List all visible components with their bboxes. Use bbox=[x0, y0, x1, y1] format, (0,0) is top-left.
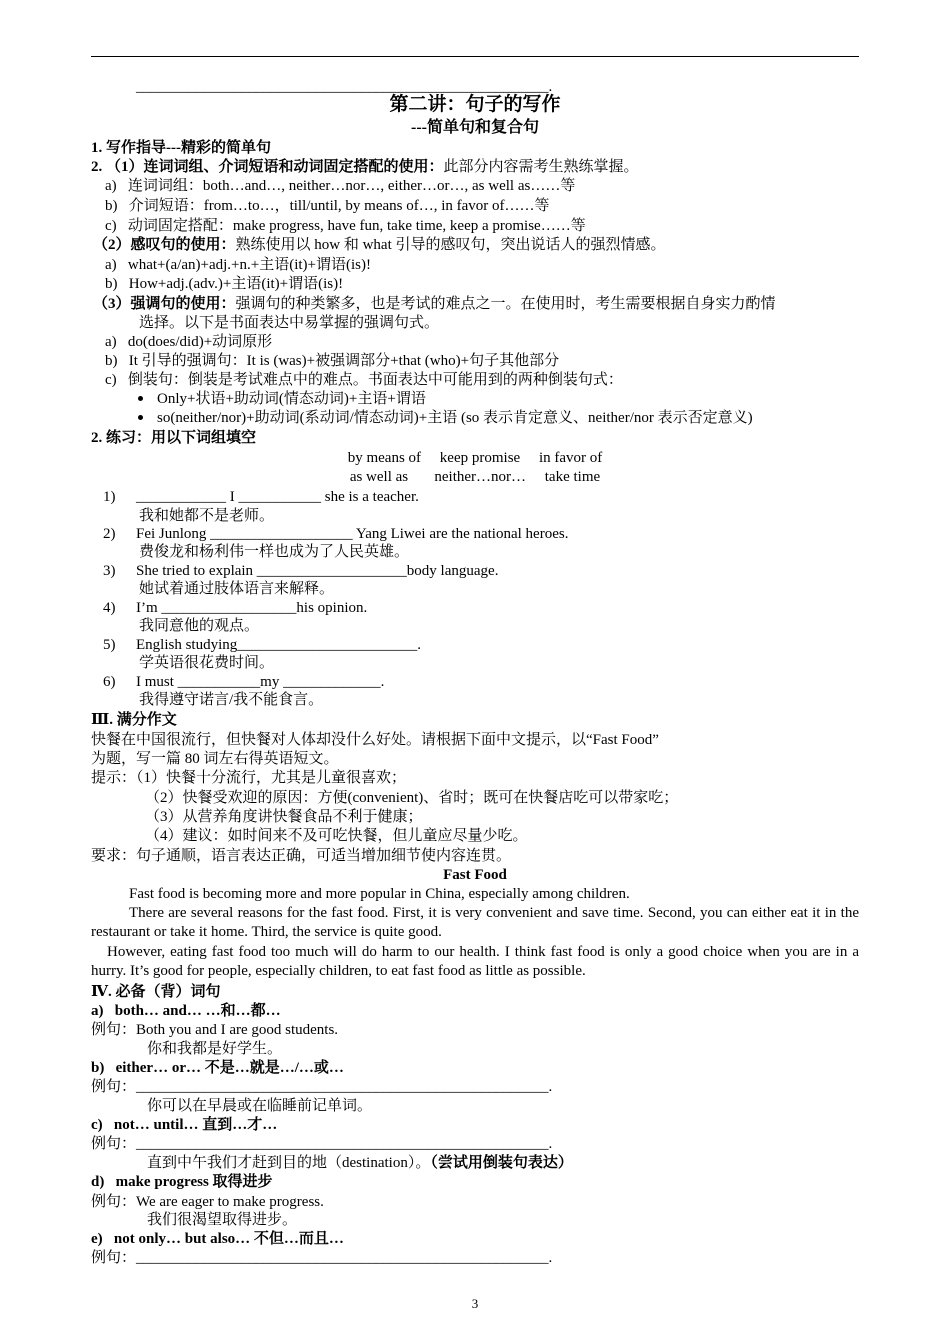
list-item: c) 动词固定搭配：make progress, have fun, take time, keep a promise……等 bbox=[105, 218, 586, 234]
exercise-sentence: ____________ I ___________ she is a teacher. bbox=[136, 489, 419, 505]
vocab-example: 例句：Both you and I are good students. bbox=[91, 1022, 339, 1038]
essay-prompt: 快餐在中国很流行，但快餐对人体却没什么好处。请根据下面中文提示，以“Fast Food” bbox=[91, 732, 659, 748]
vocab-translation: 直到中午我们才赶到目的地（destination）。（尝试用倒装句表达） bbox=[147, 1155, 573, 1171]
page-number: 3 bbox=[471, 1296, 479, 1311]
exercise-translation: 我得遵守诺言/我不能食言。 bbox=[139, 692, 324, 708]
essay-requirement: 要求：句子通顺，语言表达正确，可适当增加细节使内容连贯。 bbox=[91, 848, 512, 864]
bullet-item: Only+状语+助动词(情态动词)+主语+谓语 bbox=[157, 391, 426, 407]
page-title: 第二讲：句子的写作 bbox=[389, 94, 561, 115]
word-box-row: as well as neither…nor… take time bbox=[349, 469, 601, 485]
bullet-icon bbox=[138, 396, 143, 401]
exercise-sentence: I must ___________my _____________. bbox=[136, 674, 385, 690]
essay-hint: （3）从营养角度讲快餐食品不利于健康； bbox=[145, 809, 423, 825]
vocab-item-heading: c) not… until… 直到…才… bbox=[91, 1117, 278, 1133]
vocab-item-heading: b) either… or… 不是…就是…/…或… bbox=[91, 1060, 344, 1076]
header-rule bbox=[91, 56, 859, 57]
vocab-example: 例句：_______________________________________________________. bbox=[91, 1250, 553, 1266]
list-item: b) It 引导的强调句：It is (was)+被强调部分+that (who)+句子其他部分 bbox=[105, 353, 560, 369]
section-2-2-heading: （2）感叹句的使用：熟练使用以 how 和 what 引导的感叹句，突出说话人的强烈情感。 bbox=[93, 237, 666, 253]
essay-prompt: 为题，写一篇 80 词左右得英语短文。 bbox=[91, 751, 339, 767]
bullet-icon bbox=[138, 415, 143, 420]
exercise-number: 6) bbox=[103, 674, 116, 690]
bullet-item: so(neither/nor)+助动词(系动词/情态动词)+主语 (so 表示肯定意义、neither/nor 表示否定意义) bbox=[157, 410, 753, 426]
list-item: c) 倒装句：倒装是考试难点中的难点。书面表达中可能用到的两种倒装句式： bbox=[105, 372, 623, 388]
vocab-translation: 我们很渴望取得进步。 bbox=[147, 1212, 298, 1228]
vocab-item-heading: a) both… and… …和…都… bbox=[91, 1003, 281, 1019]
essay-hint: （2）快餐受欢迎的原因：方便(convenient)、省时；既可在快餐店吃可以带家吃； bbox=[145, 790, 679, 806]
section-2-1-heading: 2. （1）连词词组、介词短语和动词固定搭配的使用：此部分内容需考生熟练掌握。 bbox=[91, 159, 639, 175]
exercise-translation: 我和她都不是老师。 bbox=[139, 508, 275, 524]
exercise-translation: 费俊龙和杨利伟一样也成为了人民英雄。 bbox=[139, 544, 410, 560]
vocab-example: 例句：_______________________________________________________. bbox=[91, 1079, 553, 1095]
exercise-sentence: Fei Junlong ___________________ Yang Liwei are the national heroes. bbox=[136, 526, 569, 542]
vocab-translation: 你和我都是好学生。 bbox=[147, 1041, 283, 1057]
page-subtitle: ---简单句和复合句 bbox=[411, 119, 539, 136]
list-item: b) How+adj.(adv.)+主语(it)+谓语(is)! bbox=[105, 276, 344, 292]
list-item: a) what+(a/an)+adj.+n.+主语(it)+谓语(is)! bbox=[105, 257, 371, 273]
model-essay-paragraph: There are several reasons for the fast food. First, it is very convenient and save time. Second, you can either eat it in the restaurant or take it home. Third, the service is quite good. bbox=[91, 905, 859, 940]
word-box-row: by means of keep promise in favor of bbox=[347, 450, 603, 466]
list-item: b) 介词短语：from…to…，till/until, by means of…, in favor of……等 bbox=[105, 198, 550, 214]
essay-heading: Ⅲ. 满分作文 bbox=[91, 712, 177, 728]
exercise-number: 2) bbox=[103, 526, 116, 542]
section-2-3-heading-cont: 选择。以下是书面表达中易掌握的强调句式。 bbox=[139, 315, 440, 331]
exercise-translation: 她试着通过肢体语言来解释。 bbox=[139, 581, 335, 597]
header-blank-line: _______________________________________________________. bbox=[136, 79, 553, 95]
model-essay-paragraph: However, eating fast food too much will do harm to our health. I think fast food is only a good choice when you are in a hurry. It’s good for people, especially children, to eat fast food as little as possible. bbox=[91, 944, 859, 979]
exercise-number: 5) bbox=[103, 637, 116, 653]
exercise-translation: 学英语很花费时间。 bbox=[139, 655, 275, 671]
practice-heading: 2. 练习：用以下词组填空 bbox=[91, 430, 257, 446]
section-2-3-heading: （3）强调句的使用：强调句的种类繁多，也是考试的难点之一。在使用时，考生需要根据自身实力酌情 bbox=[93, 296, 776, 312]
section-1-heading: 1. 写作指导---精彩的简单句 bbox=[91, 140, 271, 156]
essay-hint: 提示：（1）快餐十分流行，尤其是儿童很喜欢； bbox=[91, 770, 407, 786]
exercise-number: 4) bbox=[103, 600, 116, 616]
vocab-example: 例句：_______________________________________________________. bbox=[91, 1136, 553, 1152]
vocab-heading: Ⅳ. 必备（背）词句 bbox=[91, 984, 221, 1000]
exercise-sentence: She tried to explain ____________________body language. bbox=[136, 563, 499, 579]
exercise-sentence: English studying________________________. bbox=[136, 637, 422, 653]
essay-hint: （4）建议：如时间来不及可吃快餐，但儿童应尽量少吃。 bbox=[145, 828, 528, 844]
model-essay-title: Fast Food bbox=[443, 867, 507, 883]
model-essay-paragraph: Fast food is becoming more and more popular in China, especially among children. bbox=[129, 886, 630, 902]
exercise-number: 3) bbox=[103, 563, 116, 579]
list-item: a) do(does/did)+动词原形 bbox=[105, 334, 273, 350]
vocab-item-heading: e) not only… but also… 不但…而且… bbox=[91, 1231, 344, 1247]
exercise-translation: 我同意他的观点。 bbox=[139, 618, 260, 634]
exercise-number: 1) bbox=[103, 489, 116, 505]
vocab-example: 例句：We are eager to make progress. bbox=[91, 1194, 324, 1210]
vocab-item-heading: d) make progress 取得进步 bbox=[91, 1174, 273, 1190]
list-item: a) 连词词组：both…and…, neither…nor…, either…or…, as well as……等 bbox=[105, 178, 576, 194]
exercise-sentence: I’m __________________his opinion. bbox=[136, 600, 368, 616]
vocab-translation: 你可以在早晨或在临睡前记单词。 bbox=[147, 1098, 373, 1114]
